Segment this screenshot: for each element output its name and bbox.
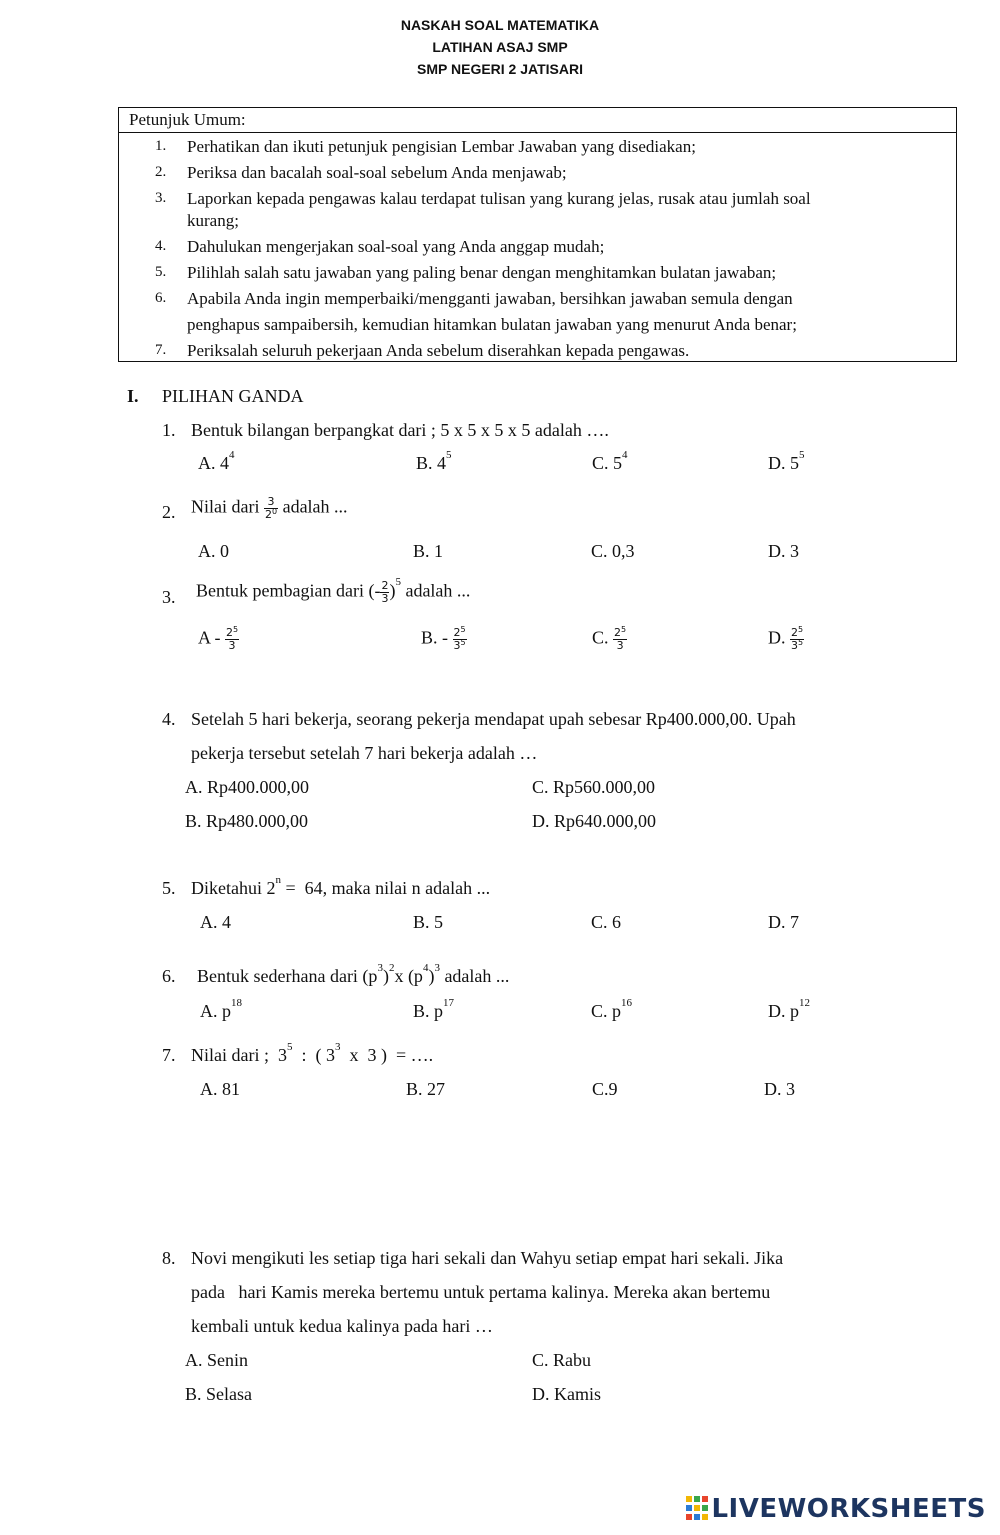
instruction-text-cont: penghapus sampaibersih, kemudian hitamkan bulatan jawaban yang menurut Anda benar; [187,315,797,334]
question-exponent: 3 [334,1041,341,1053]
answer-option-b[interactable]: B. 27 [406,1079,446,1099]
question-text [197,962,510,987]
instruction-text: Periksalah seluruh pekerjaan Anda sebelum diserahkan kepada pengawas. [187,341,690,360]
option-exponent: 17 [443,997,455,1009]
question-text-part: ) [428,966,435,986]
question-number: 6. [162,966,176,986]
question-text-post: = 64, maka nilai n adalah ... [280,878,491,898]
answer-option-d[interactable]: D. Kamis [532,1384,601,1404]
option-label: B. p [413,1001,444,1021]
fraction-numerator-exponent: 5 [621,625,627,634]
instruction-number: 3. [155,190,167,206]
logo-text: LIVEWORKSHEETS [711,1494,986,1524]
question-text-part: x 3 ) = …. [340,1045,434,1065]
question-text [191,1041,434,1066]
instruction-number: 6. [155,290,167,306]
liveworksheets-icon [686,1496,708,1520]
fraction-numerator-exponent: 5 [798,625,804,634]
fraction-numerator-exponent: 5 [460,625,466,634]
question-exponent: 3 [377,962,383,974]
answer-option-b[interactable] [416,449,452,474]
question-text-part: : ( 3 [292,1045,335,1065]
option-exponent: 4 [622,449,628,461]
fraction-denominator-exponent: 5 [460,638,466,647]
section-title: PILIHAN GANDA [162,386,304,406]
question-text [191,874,491,899]
answer-option-d[interactable]: D. Rp640.000,00 [532,811,657,831]
question-text-cont: pekerja tersebut setelah 7 hari bekerja adalah … [191,743,538,763]
question-number: 4. [162,709,176,729]
option-label: D. p [768,1001,799,1021]
fraction-numerator-base: 2 [226,626,233,639]
answer-option-b[interactable]: B. 1 [413,541,444,561]
instruction-text: Apabila Anda ingin memperbaiki/mengganti jawaban, bersihkan jawaban semula dengan [187,289,793,308]
question-text-part: Bentuk sederhana dari (p [197,966,378,986]
answer-option-d[interactable]: D. 7 [768,912,799,932]
option-exponent: 5 [446,449,452,461]
fraction-denominator-exponent: 0 [271,507,278,516]
instruction-text: Dahulukan mengerjakan soal-soal yang Anda anggap mudah; [187,237,605,256]
question-text: Bentuk pembagian dari (- $\frac{2}{3}$ )$^5$ adalah ... [196,576,471,605]
answer-option-c[interactable]: C.9 [592,1079,618,1099]
option-label: D. [768,627,786,648]
answer-option-a[interactable]: A. 4 [200,912,231,932]
answer-option-a[interactable]: A. Rp400.000,00 [185,777,310,797]
answer-option-a[interactable] [198,627,239,652]
option-label: D. 5 [768,453,799,473]
option-label: C. p [591,1001,622,1021]
question-text-part: adalah ... [439,966,510,986]
question-exponent: 5 [395,576,401,588]
fraction [380,580,389,605]
question-text-pre: Diketahui 2 [191,878,276,898]
doc-subtitle: LATIHAN ASAJ SMP [432,39,568,55]
answer-option-b[interactable]: B. 5 [413,912,444,932]
answer-option-a[interactable] [200,997,242,1022]
question-text-pre: Bentuk pembagian dari (- [196,580,381,601]
instruction-number: 5. [155,264,167,280]
fraction-numerator-exponent: 5 [233,625,239,634]
instruction-text: Pilihlah salah satu jawaban yang paling benar dengan menghitamkan bulatan jawaban; [187,263,777,282]
fraction-denominator-exponent: 5 [798,638,804,647]
question-text-cont: pada hari Kamis mereka bertemu untuk pertama kalinya. Mereka akan bertemu [191,1282,771,1302]
question-number: 3. [162,587,176,607]
fraction-denominator: 3 [228,639,236,652]
option-fraction [225,627,239,652]
question-number: 5. [162,878,176,898]
answer-option-b[interactable] [421,627,467,652]
question-text: Setelah 5 hari bekerja, seorang pekerja mendapat upah sebesar Rp400.000,00. Upah [191,709,796,729]
instruction-number: 4. [155,238,167,254]
question-text-part: ) [382,966,389,986]
question-text-part: x (p [394,966,423,986]
answer-option-d[interactable] [768,627,804,652]
answer-option-a[interactable] [198,449,235,474]
fraction-numerator: 2 [381,579,389,592]
question-text-part: Nilai dari ; 3 [191,1045,287,1065]
question-text-cont: kembali untuk kedua kalinya pada hari … [191,1316,493,1336]
section-number: I. [127,386,139,406]
question-number: 7. [162,1045,176,1065]
question-text-post: adalah ... [405,580,471,601]
option-label: B. 4 [416,453,447,473]
answer-option-a[interactable]: A. Senin [185,1350,248,1370]
doc-title: NASKAH SOAL MATEMATIKA [400,17,600,33]
instructions-title-row [119,108,956,133]
instruction-number: 7. [155,342,167,358]
fraction-numerator-base: 2 [791,626,798,639]
question-number: 1. [162,420,176,440]
question-number: 2. [162,502,176,522]
question-exponent: 3 [434,962,440,974]
question-text [191,496,348,521]
question-exponent: n [275,874,281,886]
option-fraction [613,627,627,652]
instruction-number: 1. [155,138,167,154]
answer-option-d[interactable]: D. 3 [768,541,799,561]
fraction-denominator-base: 3 [791,639,798,652]
answer-option-b[interactable]: B. Rp480.000,00 [185,811,309,831]
fraction-denominator [264,509,278,521]
option-label: A. 4 [198,453,229,473]
answer-option-b[interactable] [413,997,455,1022]
fraction [264,496,278,521]
instruction-text: Periksa dan bacalah soal-soal sebelum Anda menjawab; [187,163,567,182]
fraction-denominator [790,640,804,652]
question-exponent: 4 [422,962,429,974]
option-exponent: 4 [229,449,235,461]
answer-option-d[interactable] [768,997,810,1022]
answer-option-c[interactable]: C. Rabu [532,1350,592,1370]
answer-option-a[interactable]: A. 0 [198,541,229,561]
fraction-numerator-base: 2 [453,626,461,639]
option-label: A - [198,627,221,648]
option-fraction [453,627,467,652]
school-name: SMP NEGERI 2 JATISARI [417,61,583,77]
answer-option-c[interactable]: C. Rp560.000,00 [532,777,656,797]
instruction-number: 2. [155,164,167,180]
option-label: B. - [421,627,448,648]
answer-option-c[interactable] [591,997,633,1022]
option-label: C. 5 [592,453,623,473]
option-exponent: 18 [231,997,242,1009]
option-exponent: 16 [621,997,633,1009]
question-exponent: 5 [286,1041,293,1053]
question-number: 8. [162,1248,176,1268]
liveworksheets-logo[interactable] [686,1494,986,1524]
option-fraction [790,627,804,652]
fraction-numerator-base: 2 [614,626,622,639]
question-text: Novi mengikuti les setiap tiga hari sekali dan Wahyu setiap empat hari sekali. Jika [191,1248,784,1268]
instruction-text: Laporkan kepada pengawas kalau terdapat tulisan yang kurang jelas, rusak atau jumlah soal [187,189,811,208]
answer-option-a[interactable]: A. 81 [200,1079,240,1099]
fraction-denominator-base: 2 [264,508,272,521]
fraction-denominator: 3 [616,639,624,652]
fraction-denominator-base: 3 [453,639,461,652]
question-text-post: adalah ... [282,496,348,517]
option-exponent: 5 [799,449,805,461]
answer-option-b[interactable]: B. Selasa [185,1384,252,1404]
option-exponent: 12 [799,997,810,1009]
answer-option-d[interactable]: D. 3 [764,1079,795,1099]
question-text-pre: Nilai dari [191,496,260,517]
answer-option-c[interactable] [592,627,627,652]
question-exponent: 2 [388,962,395,974]
fraction-denominator [453,640,467,652]
fraction-denominator: 3 [381,592,389,605]
instruction-text: Perhatikan dan ikuti petunjuk pengisian Lembar Jawaban yang disediakan; [187,137,696,156]
option-label: C. [592,627,609,648]
fraction-numerator: 3 [264,496,278,509]
instruction-text-cont: kurang; [187,211,239,230]
answer-option-c[interactable] [592,449,628,474]
option-label: A. p [200,1001,231,1021]
answer-option-c[interactable]: C. 6 [591,912,622,932]
instructions-title: Petunjuk Umum: [129,110,246,129]
answer-option-d[interactable] [768,449,805,474]
answer-option-c[interactable]: C. 0,3 [591,541,635,561]
question-text: Bentuk bilangan berpangkat dari ; 5 x 5 x 5 x 5 adalah …. [191,420,609,440]
